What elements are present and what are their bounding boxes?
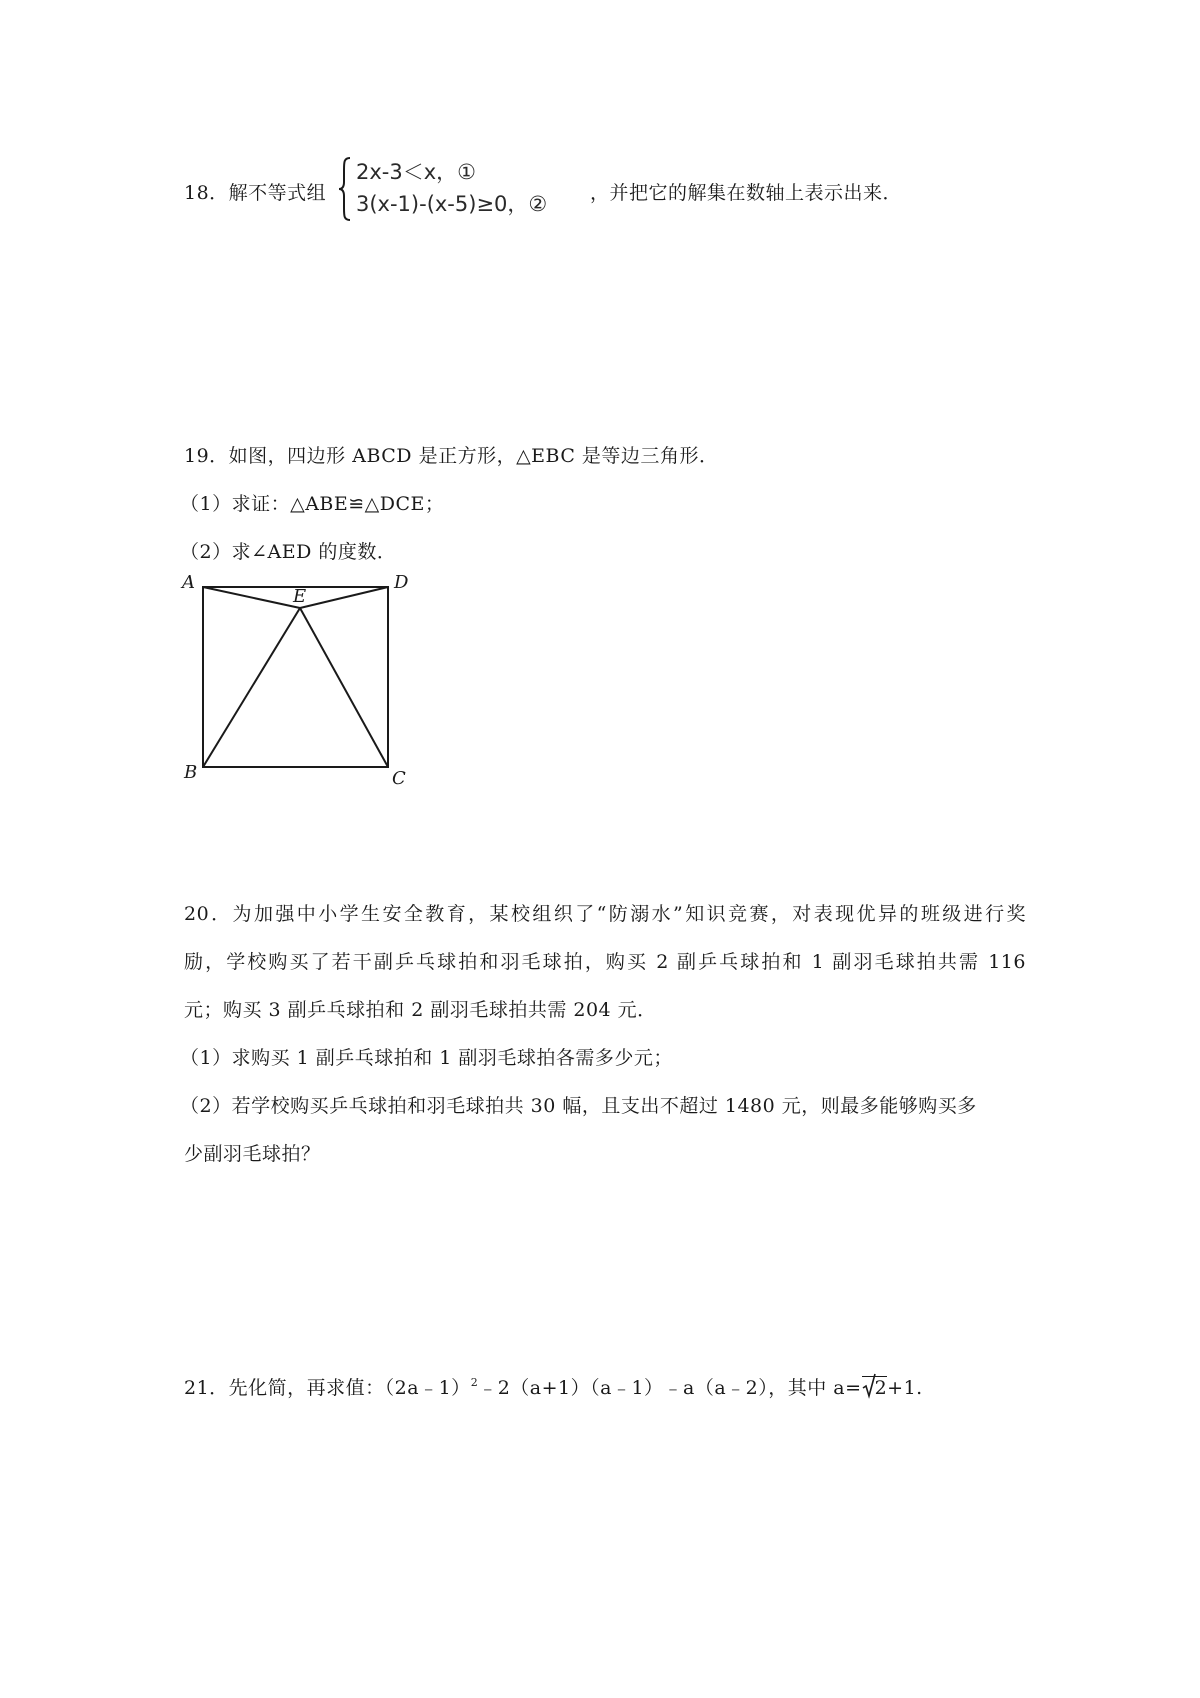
q20-line-2: 励，学校购买了若干副乒乓球拍和羽毛球拍，购买 2 副乒乓球拍和 1 副羽毛球拍共需 116 [184,951,1026,973]
q18-inequality-system [338,156,588,222]
q19-part-2: （2）求∠AED 的度数． [180,541,397,563]
label-c: C [392,768,406,788]
q21-radicand: 2 [862,1376,888,1399]
q21-middle: ﹣2（a+1）（a﹣1）﹣a（a﹣2），其中 a= [478,1377,862,1399]
q21-suffix: +1. [887,1377,923,1399]
segment-be [203,608,300,767]
label-e: E [293,586,307,607]
segment-ae [203,587,300,608]
q20-line-1: 20．为加强中小学生安全教育，某校组织了“防溺水”知识竞赛，对表现优异的班级进行奖 [184,903,1026,925]
square-triangle-figure [180,568,430,788]
q18-suffix: ，并把它的解集在数轴上表示出来． [590,182,903,204]
q21-prefix: 21．先化简，再求值：（2a﹣1） [184,1377,471,1399]
q20-line-3: 元；购买 3 副乒乓球拍和 2 副羽毛球拍共需 204 元． [184,999,657,1021]
q21-exponent: 2 [470,1376,479,1389]
segment-de [300,587,388,608]
q19-part-1: （1）求证：△ABE≌△DCE； [180,493,445,515]
q18-inequality-2: 3(x-1)-(x-5)≥0，② [356,192,548,216]
left-brace-icon [338,156,352,222]
q20-part-1: （1）求购买 1 副乒乓球拍和 1 副羽毛球拍各需多少元； [180,1047,673,1069]
q19-stem: 19．如图，四边形 ABCD 是正方形，△EBC 是等边三角形． [184,445,719,467]
q20-part-2-line-1: （2）若学校购买乒乓球拍和羽毛球拍共 30 幅，且支出不超过 1480 元，则最多能够购买多 [180,1095,977,1117]
q18-inequality-1: 2x-3＜x，① [356,160,476,184]
q20-part-2-line-2: 少副羽毛球拍？ [184,1143,321,1165]
radical-sign-icon [862,1371,876,1399]
q18-prefix: 18．解不等式组 [184,182,327,204]
segment-ce [300,608,388,767]
label-d: D [394,572,409,593]
label-b: B [184,762,198,783]
q21-sqrt [862,1375,888,1401]
q21-expression [184,1375,923,1404]
label-a: A [182,572,195,593]
